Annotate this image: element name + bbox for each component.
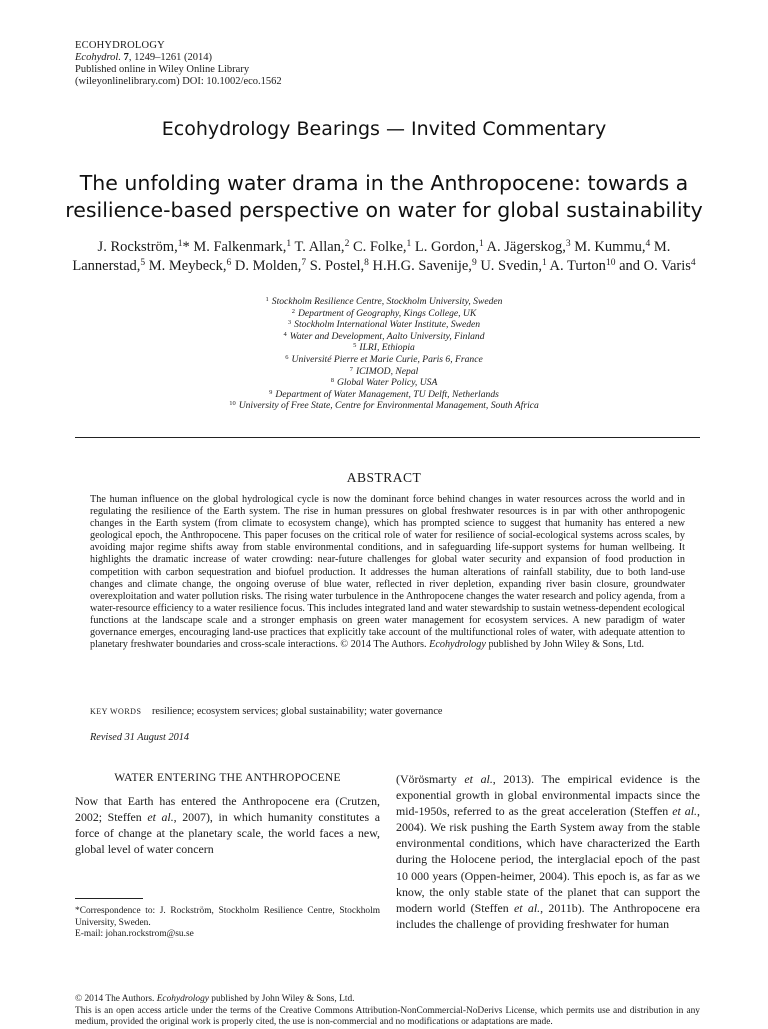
affiliation-text: ICIMOD, Nepal [355, 365, 419, 377]
footnote-divider [75, 898, 143, 899]
affiliation-number: 4 [283, 330, 287, 338]
header-divider [75, 437, 700, 438]
author-affiliation-number: 1 [177, 239, 183, 249]
affiliation-number: 7 [349, 365, 353, 373]
body-section-heading: WATER ENTERING THE ANTHROPOCENE [114, 771, 341, 784]
affiliation-text: Water and Development, Aalto University, Finland [289, 330, 485, 342]
body-right-text-2: , 2013). The empirical evidence is the exponential growth in global environmental impacts since the mid-1950s, referred to as the great acceleration (Steffen [396, 772, 701, 819]
author-name: C. Folke, [352, 239, 407, 255]
copyright-line [75, 994, 700, 1006]
affiliation-item [100, 308, 668, 320]
author-name: M. Meybeck, [148, 258, 227, 274]
affiliation-number: 1 [265, 296, 269, 303]
body-left-paragraph [75, 793, 380, 857]
author-affiliation-number: 9 [471, 258, 477, 268]
author-list: J. Rockström,$^1$* M. Falkenmark,$^1$ T. Allan,$^2$ C. Folke,$^1$ L. Gordon,$^1$ A. Jägerskog,$^3$ M. Kummu,$^4$ M. Lannerstad,$^5$ M. Meybeck,$^6$ D. Molden,$^7$ S. Postel,$^8$ H.H.G. Savenije,$^9$ U. Svedin,$^1$ A. Turton$^{10}$ and O. Varis$^4$ [72, 239, 696, 274]
affiliation-text: ILRI, Ethiopia [359, 342, 415, 354]
body-right-etal-1: et al. [464, 772, 493, 786]
author-name: S. Postel, [309, 258, 365, 274]
abstract-body [90, 494, 685, 651]
body-right-text-1: (Vörösmarty [396, 772, 465, 786]
body-right-text-4: , 2011b). The Anthropocene era includes the challenge of providing freshwater for human [396, 900, 700, 931]
affiliation-number: 5 [353, 342, 357, 350]
affiliation-text: Department of Geography, Kings College, UK [297, 307, 477, 319]
author-name: L. Gordon, [414, 239, 479, 255]
keywords-label: KEY WORDS [90, 707, 142, 716]
article-title: The unfolding water drama in the Anthropocene: towards a resilience-based perspective on water for global sustainability [65, 171, 703, 222]
journal-doi-line: (wileyonlinelibrary.com) DOI: 10.1002/eco.1562 [75, 76, 282, 87]
section-heading: Ecohydrology Bearings — Invited Commentary [161, 118, 607, 140]
license-text: This is an open access article under the terms of the Creative Commons Attribution-NonCommercial-NoDerivs License, which permits use and distribution in any medium, provided the original work is properly cited, the use is non-commercial and no modifications or adaptations are made. [75, 1005, 700, 1027]
affiliation-item [100, 354, 668, 366]
body-right-etal-2: et al. [672, 804, 697, 819]
abstract-publisher-rest: published by John Wiley & Sons, Ltd. [485, 639, 645, 651]
affiliation-item [100, 366, 668, 378]
body-right-text-3: , 2004). We risk pushing the Earth System away from the stable environmental conditions, which have characterized the Earth during the Holocene period, the interglacial epoch of the past 10 000 years (Oppen-heimer, 2004). This epoch is, as far as we know, the only stable state of the planet that can support the modern world (Steffen [396, 804, 700, 915]
affiliation-item [100, 400, 668, 412]
author-name: A. Jägerskog, [486, 239, 566, 255]
journal-citation [75, 52, 282, 64]
body-left-text-2: , 2007), in which humanity constitutes a force of change at the planetary scale, the world faces a new, global level of water concern [75, 810, 381, 857]
author-name: M. Lannerstad, [72, 239, 671, 274]
affiliation-text: University of Free State, Centre for Environmental Management, South Africa [238, 400, 539, 412]
affiliation-number: 3 [287, 319, 292, 327]
affiliation-text: Department of Water Management, TU Delft, Netherlands [275, 388, 499, 400]
affiliation-item [100, 296, 668, 308]
body-right-paragraph [396, 771, 700, 932]
affiliation-text: Université Pierre et Marie Curie, Paris 6, France [291, 353, 483, 365]
abstract-text: The human influence on the global hydrological cycle is now the dominant force behind changes in water resources across the world and in regulating the resilience of the Earth system. The rise in human pressures on global freshwater resources is in par with other anthropogenic changes in the Earth system (from climate to ecosystem change), which has prompted science to suggest that humanity has entered a new geological epoch, the Anthropocene. This paper focuses on the critical role of water for resilience of social-ecological systems across scales, by avoiding major regime shifts away from stable environmental conditions, and in safeguarding life-support systems for human wellbeing. It highlights the dramatic increase of water crowding: near-future challenges for global water security and expansion of food production in competition with carbon sequestration and biofuel production. It addresses the human alterations of rainfall stability, due to both land-use changes and climate change, the ongoing overuse of blue water, reflected in river depletion, expanding river basin closure, groundwater overexploitation and water pollution risks. The rising water turbulence in the Anthropocene changes the water research and policy agenda, from a water-resource efficiency to a water resilience focus. This includes integrated land and water stewardship to sustain wetness-dependent ecological functions at the landscape scale and a stronger emphasis on green water management for ecosystem services. A new paradigm of water governance emerges, encouraging land-use practices that explicitly take account of the multifunctional roles of water, with adequate attention to planetary freshwater boundaries and cross-scale interactions. © 2014 The Authors. [90, 494, 685, 651]
journal-citation-abbr: Ecohydrol. [75, 52, 121, 63]
author-affiliation-number: 7 [301, 258, 307, 268]
author-affiliation-number: 1 [286, 239, 292, 249]
author-name: M. Kummu, [574, 239, 646, 255]
abstract-publisher-journal: Ecohydrology [429, 639, 486, 651]
abstract-heading: ABSTRACT [346, 470, 422, 485]
affiliation-number: 6 [285, 353, 289, 361]
copyright-pre: © 2014 The Authors. [75, 994, 157, 1004]
correspondence-line: *Correspondence to: J. Rockström, Stockholm Resilience Centre, Stockholm University, Sweden. [75, 906, 380, 928]
author-affiliation-number: 1 [406, 239, 412, 249]
affiliation-item [100, 377, 668, 389]
author-affiliation-number: 4 [645, 239, 651, 249]
body-left-text-1: Now that Earth has entered the Anthropocene era (Crutzen, 2002; Steffen [75, 794, 380, 825]
author-name: H.H.G. Savenije, [372, 258, 472, 274]
correspondence-footnote [75, 906, 380, 941]
author-name: A. Turton [549, 258, 606, 274]
author-name: D. Molden, [234, 258, 302, 274]
author-affiliation-number: 4 [690, 258, 696, 268]
journal-citation-volume: 7 [123, 52, 129, 63]
affiliation-number: 8 [330, 377, 334, 385]
correspondence-email: E-mail: johan.rockstrom@su.se [75, 929, 194, 939]
copyright-post: published by John Wiley & Sons, Ltd. [208, 994, 355, 1004]
affiliation-text: Stockholm International Water Institute, Sweden [294, 319, 481, 331]
author-affiliation-number: 3 [565, 239, 571, 249]
author-affiliation-number: 5 [140, 258, 146, 268]
author-affiliation-number: 6 [226, 258, 232, 268]
affiliation-number: 10 [229, 400, 236, 408]
affiliation-item [100, 342, 668, 354]
journal-name: ECOHYDROLOGY [75, 40, 165, 51]
journal-published-line: Published online in Wiley Online Library [75, 64, 250, 75]
keywords [90, 706, 442, 717]
affiliation-text: Stockholm Resilience Centre, Stockholm University, Sweden [271, 296, 503, 307]
affiliation-number: 2 [291, 307, 295, 315]
affiliation-item [100, 331, 668, 343]
body-right-etal-3: et al. [514, 900, 541, 915]
author-affiliation-number: 8 [364, 258, 369, 268]
license-footer [75, 994, 700, 1029]
author-affiliation-number: 1 [541, 258, 547, 268]
affiliation-item [100, 389, 668, 401]
author-name: T. Allan, [294, 239, 345, 255]
copyright-journal: Ecohydrology [156, 994, 209, 1004]
affiliation-item [100, 319, 668, 331]
body-left-etal: et al. [147, 810, 174, 825]
author-name: J. Rockström, [97, 239, 178, 255]
revised-date: Revised 31 August 2014 [90, 732, 190, 743]
journal-citation-pages: , 1249–1261 (2014) [128, 52, 212, 63]
journal-header [75, 40, 282, 88]
affiliation-text: Global Water Policy, USA [336, 377, 438, 389]
author-affiliation-number: 2 [344, 239, 350, 249]
author-name: M. Falkenmark, [193, 239, 287, 255]
author-name: and O. Varis [619, 258, 691, 274]
author-name: U. Svedin, [480, 258, 542, 274]
affiliation-list [100, 296, 668, 412]
author-affiliation-number: 1 [478, 239, 484, 249]
affiliation-number: 9 [269, 388, 273, 396]
keywords-text: resilience; ecosystem services; global sustainability; water governance [151, 706, 443, 717]
author-affiliation-number: 10 [605, 258, 616, 268]
